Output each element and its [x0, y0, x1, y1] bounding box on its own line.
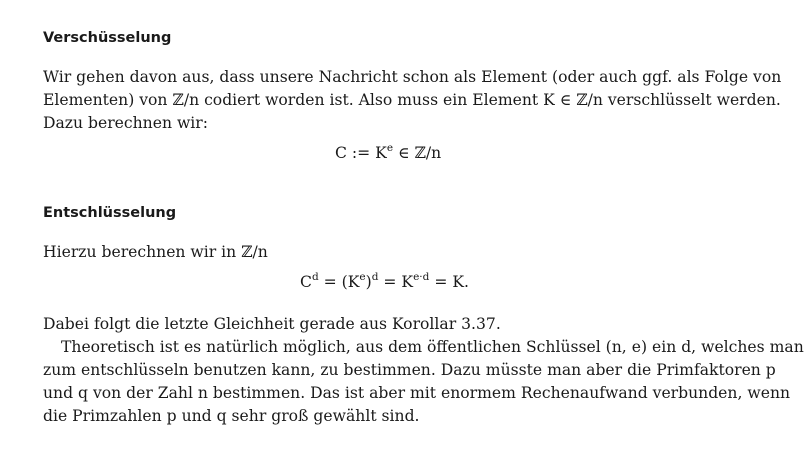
section-heading-verschluesselung: Verschüsselung — [43, 30, 172, 46]
paragraph-line: die Primzahlen p und q sehr groß gewählt sind. — [43, 407, 420, 425]
equation-exponent: e — [359, 270, 366, 283]
equation-exponent: e — [386, 141, 394, 154]
paragraph-line: zum entschlüsseln benutzen kann, zu bestimmen. Dazu müsste man aber die Primfaktoren p — [43, 361, 776, 379]
equation-part: ∈ ℤ/n — [393, 144, 442, 162]
equation-exponent: e·d — [413, 270, 430, 283]
paragraph-line: Wir gehen davon aus, dass unsere Nachricht schon als Element (oder auch ggf. als Folge von — [43, 68, 782, 86]
equation-exponent: d — [371, 270, 379, 283]
equation-part: C := K — [335, 144, 387, 162]
paragraph-line: Theoretisch ist es natürlich möglich, aus dem öffentlichen Schlüssel (n, e) ein d, welches man — [61, 338, 804, 356]
paragraph-line: Dazu berechnen wir: — [43, 114, 208, 132]
paragraph-line: Elementen) von ℤ/n codiert worden ist. Also muss ein Element K ∈ ℤ/n verschlüsselt werden. — [43, 91, 781, 109]
equation-part: ) — [365, 273, 372, 291]
equation-part: C — [300, 273, 312, 291]
equation-part: = K — [378, 273, 414, 291]
paragraph-line: Dabei folgt die letzte Gleichheit gerade aus Korollar 3.37. — [43, 315, 501, 333]
section-heading-entschluesselung: Entschlüsselung — [43, 205, 177, 221]
encryption-equation — [335, 142, 441, 164]
equation-part: = (K — [318, 273, 360, 291]
equation-part: = K. — [429, 273, 469, 291]
paragraph-line: und q von der Zahl n bestimmen. Das ist aber mit enormem Rechenaufwand verbunden, wenn — [43, 384, 791, 402]
equation-exponent: d — [311, 270, 319, 283]
decryption-equation — [300, 271, 469, 293]
paragraph-line: Hierzu berechnen wir in ℤ/n — [43, 243, 268, 261]
